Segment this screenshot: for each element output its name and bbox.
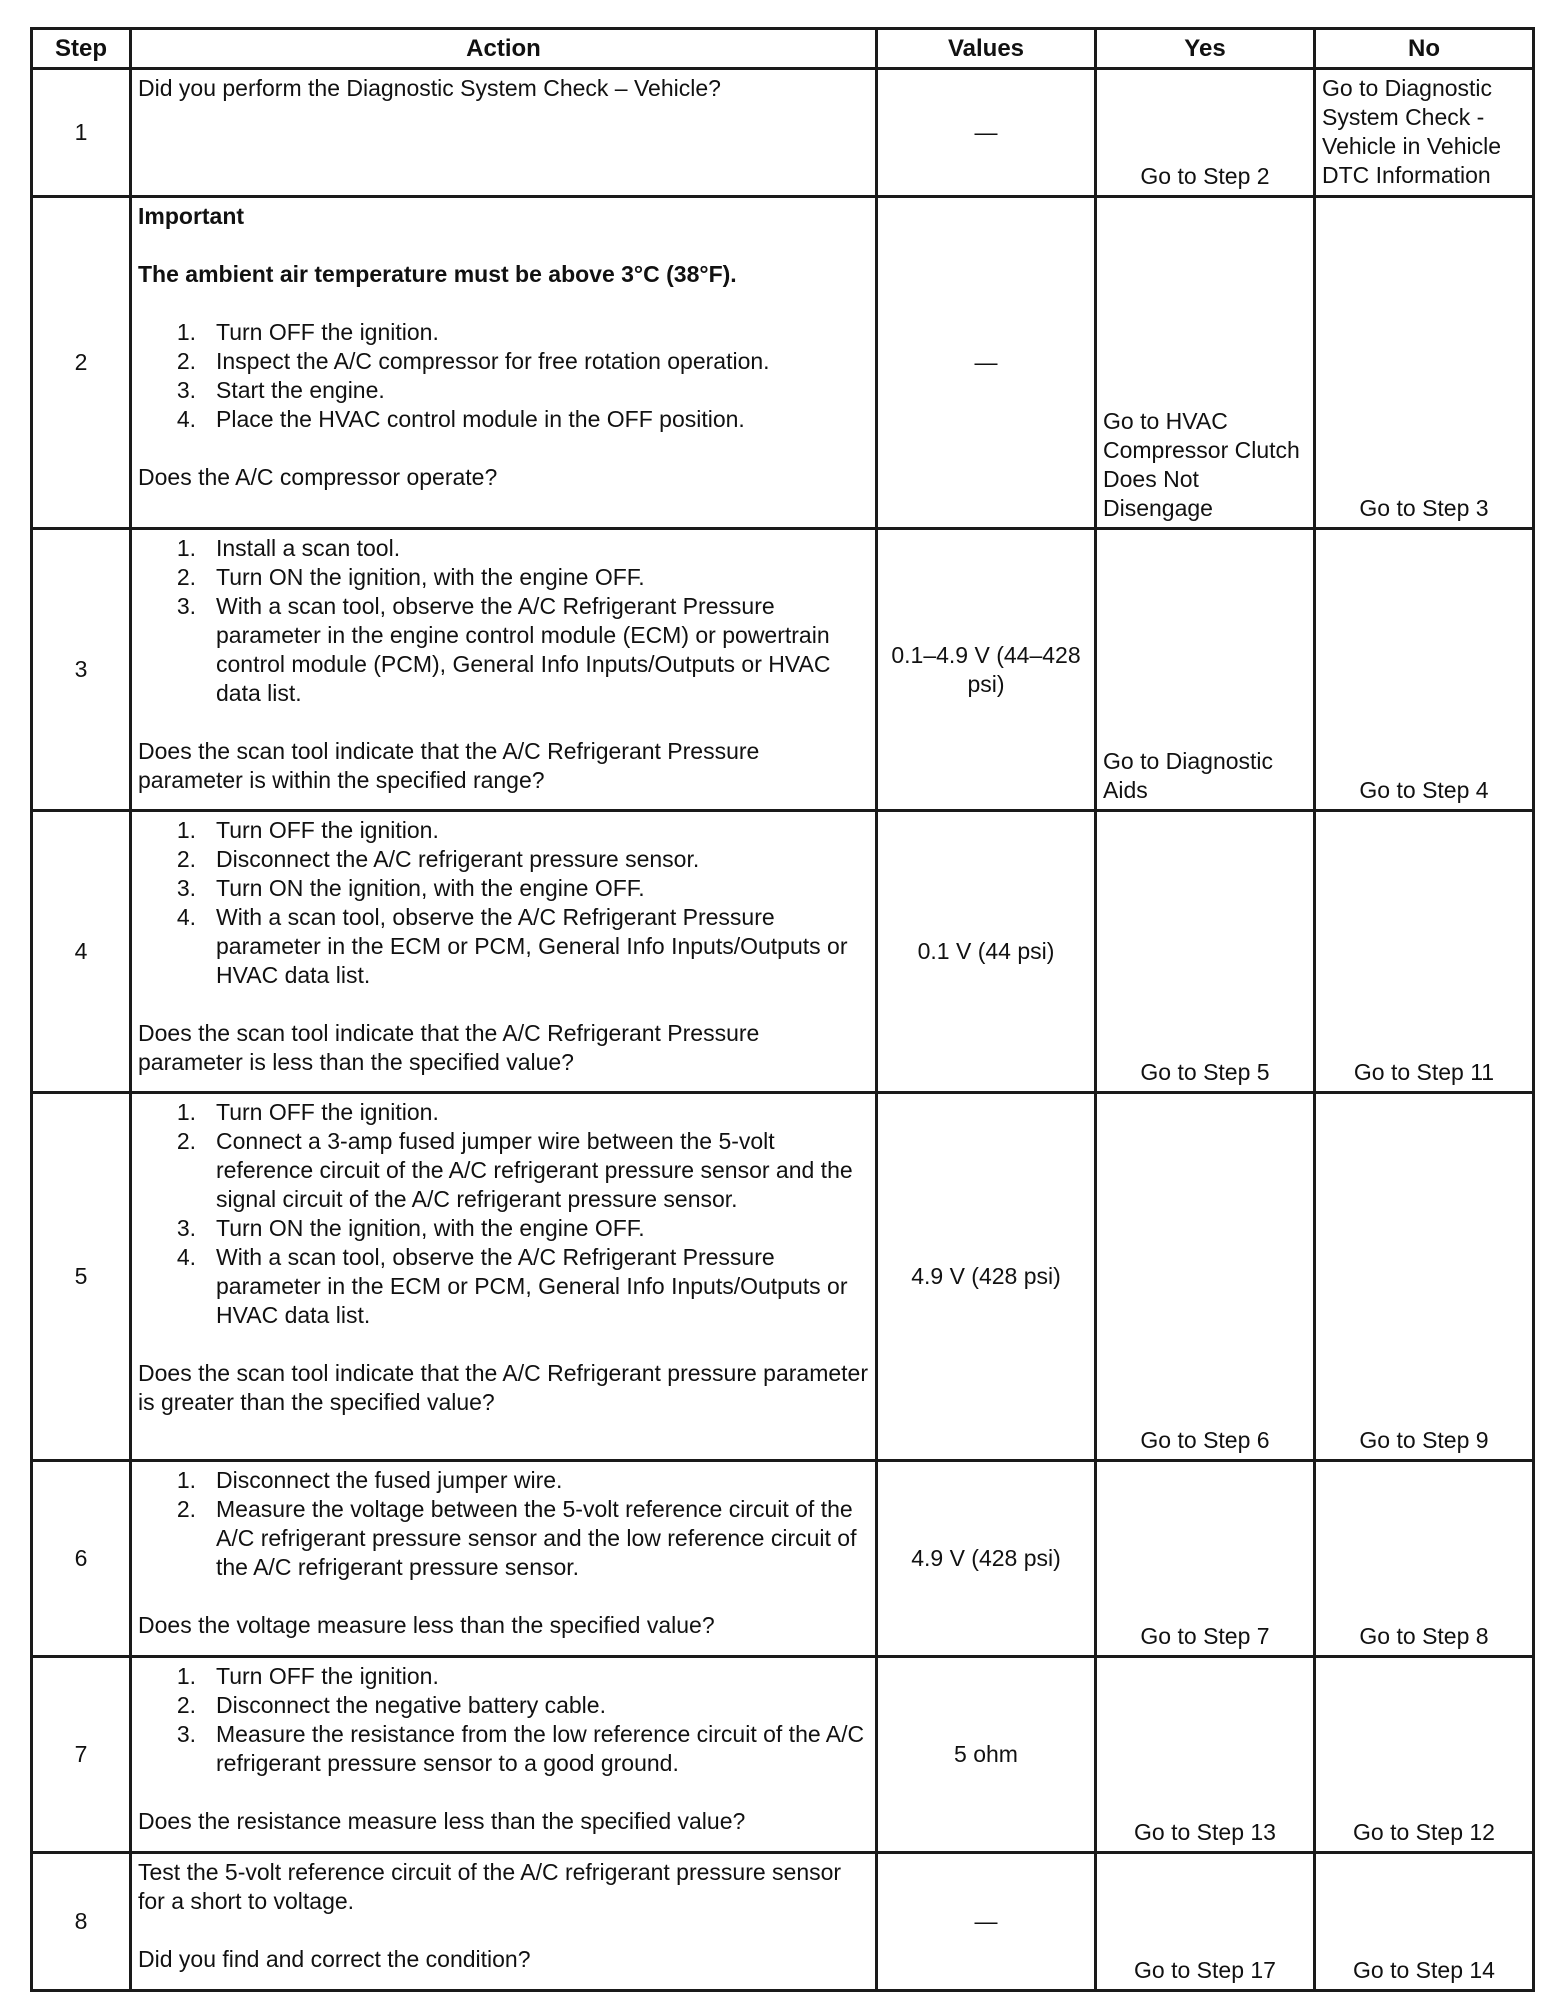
list-item: 1. Turn OFF the ignition. [176,319,439,345]
step-number: 7 [32,1657,131,1853]
list-item: 3. Turn ON the ignition, with the engine OFF. [176,875,645,901]
important-notice: The ambient air temperature must be above 3°C (38°F). [138,261,737,287]
yes-cell[interactable]: Go to Step 2 [1096,69,1315,197]
header-step: Step [32,29,131,69]
yes-cell[interactable]: Go to Diagnostic Aids [1096,529,1315,811]
list-item: 2. Connect a 3-amp fused jumper wire between the 5-volt reference circuit of the A/C refrigerant pressure sensor and the signal circuit of the A/C refrigerant pressure sensor. [176,1128,853,1212]
list-item: 2. Measure the voltage between the 5-volt reference circuit of the A/C refrigerant pressure sensor and the low reference circuit of the A/C refrigerant pressure sensor. [176,1496,857,1580]
no-cell[interactable]: Go to Step 9 [1315,1093,1534,1461]
step-number: 3 [32,529,131,811]
step-number: 4 [32,811,131,1093]
diagnostic-table [30,27,1535,1992]
step-number: 2 [32,197,131,529]
table-row-step-6 [32,1461,1534,1657]
yes-cell[interactable]: Go to HVAC Compressor Clutch Does Not Disengage [1096,197,1315,529]
action-intro: Test the 5-volt reference circuit of the A/C refrigerant pressure sensor for a short to voltage. [138,1859,842,1914]
list-item: 2. Turn ON the ignition, with the engine OFF. [176,564,645,590]
table-row-step-8 [32,1853,1534,1991]
list-item: 3. Measure the resistance from the low reference circuit of the A/C refrigerant pressure sensor to a good ground. [176,1721,865,1776]
action-steps-list [138,534,869,708]
yes-cell[interactable]: Go to Step 7 [1096,1461,1315,1657]
action-cell [131,69,877,197]
action-cell [131,197,877,529]
header-action: Action [131,29,877,69]
action-question: Does the voltage measure less than the specified value? [138,1612,715,1638]
values-cell: 4.9 V (428 psi) [877,1461,1096,1657]
action-steps-list [138,1098,869,1330]
list-item: 1. Turn OFF the ignition. [176,1663,439,1689]
list-item: 1. Disconnect the fused jumper wire. [176,1467,563,1493]
no-cell[interactable]: Go to Step 12 [1315,1657,1534,1853]
no-cell[interactable]: Go to Step 3 [1315,197,1534,529]
list-item: 1. Install a scan tool. [176,535,401,561]
table-row-step-2 [32,197,1534,529]
action-question: Does the scan tool indicate that the A/C Refrigerant pressure parameter is greater than the specified value? [138,1360,869,1415]
header-values: Values [877,29,1096,69]
values-cell: 0.1–4.9 V (44–428 psi) [877,529,1096,811]
list-item: 2. Inspect the A/C compressor for free rotation operation. [176,348,770,374]
header-row [32,29,1534,69]
action-question: Does the A/C compressor operate? [138,464,498,490]
table-row-step-3 [32,529,1534,811]
yes-cell[interactable]: Go to Step 13 [1096,1657,1315,1853]
action-cell [131,1461,877,1657]
yes-cell[interactable]: Go to Step 6 [1096,1093,1315,1461]
table-row-step-5 [32,1093,1534,1461]
values-cell: — [877,1853,1096,1991]
no-cell[interactable]: Go to Diagnostic System Check - Vehicle in Vehicle DTC Information [1315,69,1534,197]
header-no: No [1315,29,1534,69]
values-cell: 4.9 V (428 psi) [877,1093,1096,1461]
no-cell[interactable]: Go to Step 8 [1315,1461,1534,1657]
table-row-step-7 [32,1657,1534,1853]
list-item: 1. Turn OFF the ignition. [176,817,439,843]
list-item: 2. Disconnect the negative battery cable. [176,1692,606,1718]
no-cell[interactable]: Go to Step 11 [1315,811,1534,1093]
action-question: Did you find and correct the condition? [138,1946,531,1972]
values-cell: — [877,197,1096,529]
action-steps-list [138,1662,869,1778]
action-question: Does the resistance measure less than the specified value? [138,1808,746,1834]
action-cell [131,811,877,1093]
action-question: Does the scan tool indicate that the A/C Refrigerant Pressure parameter is within the specified range? [138,738,760,793]
list-item: 3. Turn ON the ignition, with the engine OFF. [176,1215,645,1241]
action-steps-list [138,816,869,990]
list-item: 1. Turn OFF the ignition. [176,1099,439,1125]
values-cell: 5 ohm [877,1657,1096,1853]
action-intro: Did you perform the Diagnostic System Check – Vehicle? [138,75,721,101]
table-row-step-1 [32,69,1534,197]
no-cell[interactable]: Go to Step 14 [1315,1853,1534,1991]
list-item: 4. Place the HVAC control module in the OFF position. [176,406,745,432]
action-question: Does the scan tool indicate that the A/C Refrigerant Pressure parameter is less than the specified value? [138,1020,760,1075]
action-cell [131,1853,877,1991]
action-steps-list [138,318,869,434]
values-cell: — [877,69,1096,197]
action-cell [131,1657,877,1853]
action-cell [131,529,877,811]
step-number: 8 [32,1853,131,1991]
values-cell: 0.1 V (44 psi) [877,811,1096,1093]
yes-cell[interactable]: Go to Step 17 [1096,1853,1315,1991]
table-row-step-4 [32,811,1534,1093]
list-item: 2. Disconnect the A/C refrigerant pressure sensor. [176,846,700,872]
diagnostic-page [30,27,1532,1992]
list-item: 3. With a scan tool, observe the A/C Refrigerant Pressure parameter in the engine control module (ECM) or powertrain control module (PCM), General Info Inputs/Outputs or HVAC data list. [176,593,831,706]
no-cell[interactable]: Go to Step 4 [1315,529,1534,811]
step-number: 1 [32,69,131,197]
step-number: 6 [32,1461,131,1657]
list-item: 3. Start the engine. [176,377,385,403]
list-item: 4. With a scan tool, observe the A/C Refrigerant Pressure parameter in the ECM or PCM, General Info Inputs/Outputs or HVAC data list. [176,904,848,988]
action-steps-list [138,1466,869,1582]
header-yes: Yes [1096,29,1315,69]
step-number: 5 [32,1093,131,1461]
list-item: 4. With a scan tool, observe the A/C Refrigerant Pressure parameter in the ECM or PCM, General Info Inputs/Outputs or HVAC data list. [176,1244,848,1328]
yes-cell[interactable]: Go to Step 5 [1096,811,1315,1093]
important-label: Important [138,203,245,229]
action-cell [131,1093,877,1461]
